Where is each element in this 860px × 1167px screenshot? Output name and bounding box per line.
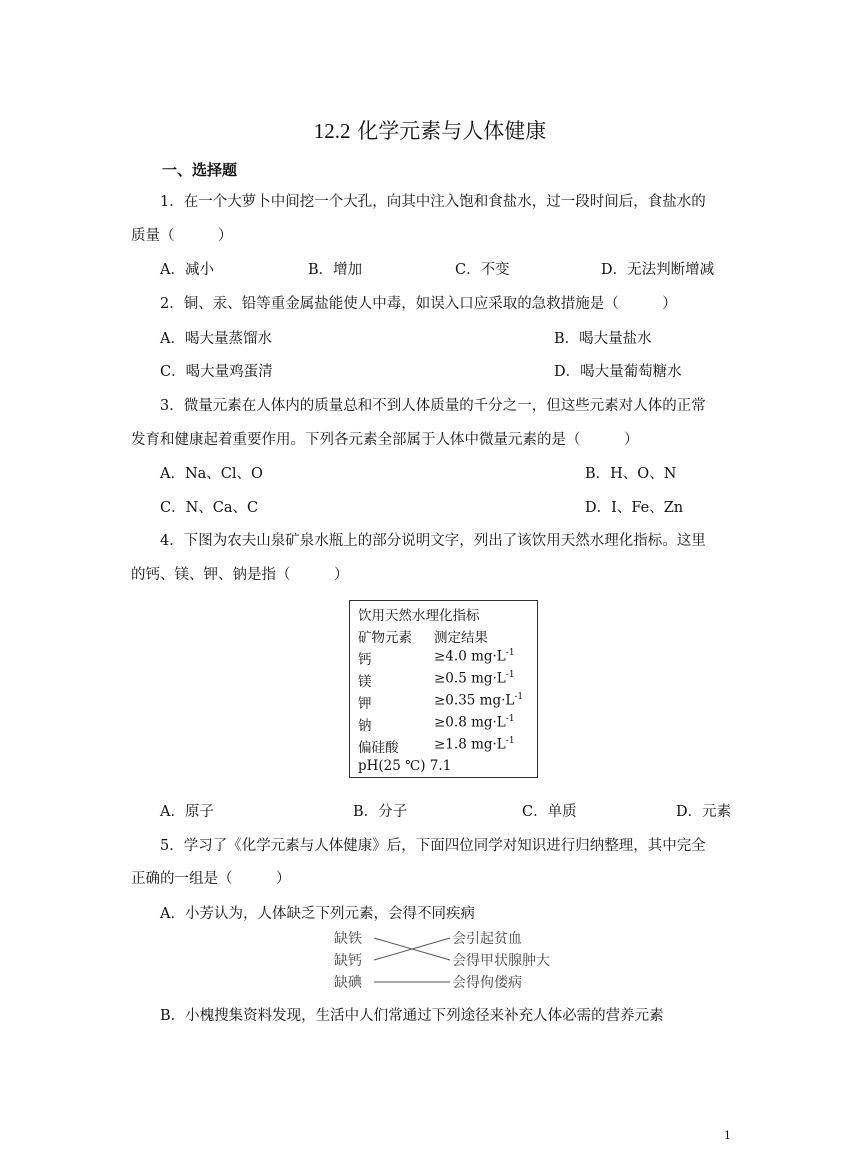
q3-option-d: D．I、Fe、Zn	[585, 500, 684, 516]
page-number: 1	[724, 1129, 731, 1142]
q3-option-a: A．Na、Cl、O	[160, 466, 263, 482]
table-row-exponent: -1	[505, 736, 515, 746]
q4-option-b: B．分子	[353, 804, 408, 820]
q3-option-b: B．H、O、N	[585, 466, 677, 482]
table-row-value-text: ≥0.8 mg·L	[434, 714, 506, 731]
table-row-exponent: -1	[505, 670, 515, 680]
table-row-name: 偏硅酸	[358, 740, 399, 756]
q4-option-a: A．原子	[160, 804, 214, 820]
table-row-exponent: -1	[505, 714, 515, 724]
q2-option-b: B．喝大量盐水	[554, 331, 652, 347]
table-row-name: 钙	[358, 652, 372, 668]
table-row-value	[434, 670, 515, 687]
deficiency-matching-diagram	[334, 928, 564, 994]
diagram-left-iodine: 缺碘	[334, 975, 362, 991]
diagram-left-iron: 缺铁	[334, 931, 362, 947]
title-number: 12.2	[313, 119, 351, 143]
diagram-right-rickets: 会得佝偻病	[452, 975, 522, 991]
q4-line1: 4．下图为农夫山泉矿泉水瓶上的部分说明文字，列出了该饮用天然水理化指标。这里	[160, 533, 706, 549]
q5-option-b: B．小槐搜集资料发现，生活中人们常通过下列途径来补充人体必需的营养元素	[160, 1008, 664, 1024]
section-heading: 一、选择题	[162, 161, 238, 179]
q2-option-a: A．喝大量蒸馏水	[160, 331, 272, 347]
q3-option-c: C．N、Ca、C	[160, 500, 259, 516]
q4-option-c: C．单质	[522, 804, 577, 820]
table-row-value-text: ≥0.5 mg·L	[434, 670, 506, 687]
table-row-exponent: -1	[514, 692, 524, 702]
page-title	[0, 115, 860, 145]
diagram-left-calcium: 缺钙	[334, 953, 362, 969]
table-row-value-text: ≥1.8 mg·L	[434, 736, 506, 753]
q5-line2: 正确的一组是（ ）	[131, 871, 291, 887]
table-col-result: 测定结果	[434, 630, 488, 646]
q4-option-d: D．元素	[676, 804, 732, 820]
q5-option-a: A．小芳认为，人体缺乏下列元素，会得不同疾病	[160, 906, 475, 922]
q1-line1: 1．在一个大萝卜中间挖一个大孔，向其中注入饱和食盐水，过一段时间后，食盐水的	[160, 194, 706, 210]
table-row-value-text: ≥4.0 mg·L	[434, 648, 506, 665]
diagram-connector-lines	[370, 928, 454, 994]
table-row-value	[434, 692, 523, 709]
q3-line1: 3．微量元素在人体内的质量总和不到人体质量的千分之一，但这些元素对人体的正常	[160, 398, 706, 414]
q1-option-b: B．增加	[308, 262, 363, 278]
table-col-element: 矿物元素	[358, 630, 412, 646]
table-row-name: 钾	[358, 696, 372, 712]
table-row-value-text: ≥0.35 mg·L	[434, 692, 515, 709]
table-row-value	[434, 714, 515, 731]
diagram-right-anemia: 会引起贫血	[452, 931, 522, 947]
table-heading: 饮用天然水理化指标	[358, 608, 480, 624]
table-row-value	[434, 736, 515, 753]
q2-option-d: D．喝大量葡萄糖水	[554, 364, 682, 380]
table-row-name: 钠	[358, 718, 372, 734]
q2-line1: 2．铜、汞、铅等重金属盐能使人中毒，如误入口应采取的急救措施是（ ）	[160, 296, 677, 312]
q3-line2: 发育和健康起着重要作用。下列各元素全部属于人体中微量元素的是（ ）	[131, 432, 639, 448]
q1-option-d: D．无法判断增减	[601, 262, 715, 278]
q1-line2: 质量（ ）	[131, 228, 233, 244]
q5-line1: 5．学习了《化学元素与人体健康》后，下面四位同学对知识进行归纳整理，其中完全	[160, 838, 706, 854]
diagram-right-goiter: 会得甲状腺肿大	[452, 953, 550, 969]
mineral-index-table	[349, 600, 538, 778]
q1-option-c: C．不变	[455, 262, 510, 278]
q4-line2: 的钙、镁、钾、钠是指（ ）	[131, 567, 349, 583]
table-ph-row: pH(25 ℃) 7.1	[358, 758, 452, 774]
q2-option-c: C．喝大量鸡蛋清	[160, 364, 273, 380]
table-row-exponent: -1	[505, 648, 515, 658]
table-row-name: 镁	[358, 674, 372, 690]
table-row-value	[434, 648, 515, 665]
title-text: 化学元素与人体健康	[357, 119, 547, 143]
q1-option-a: A．减小	[160, 262, 214, 278]
